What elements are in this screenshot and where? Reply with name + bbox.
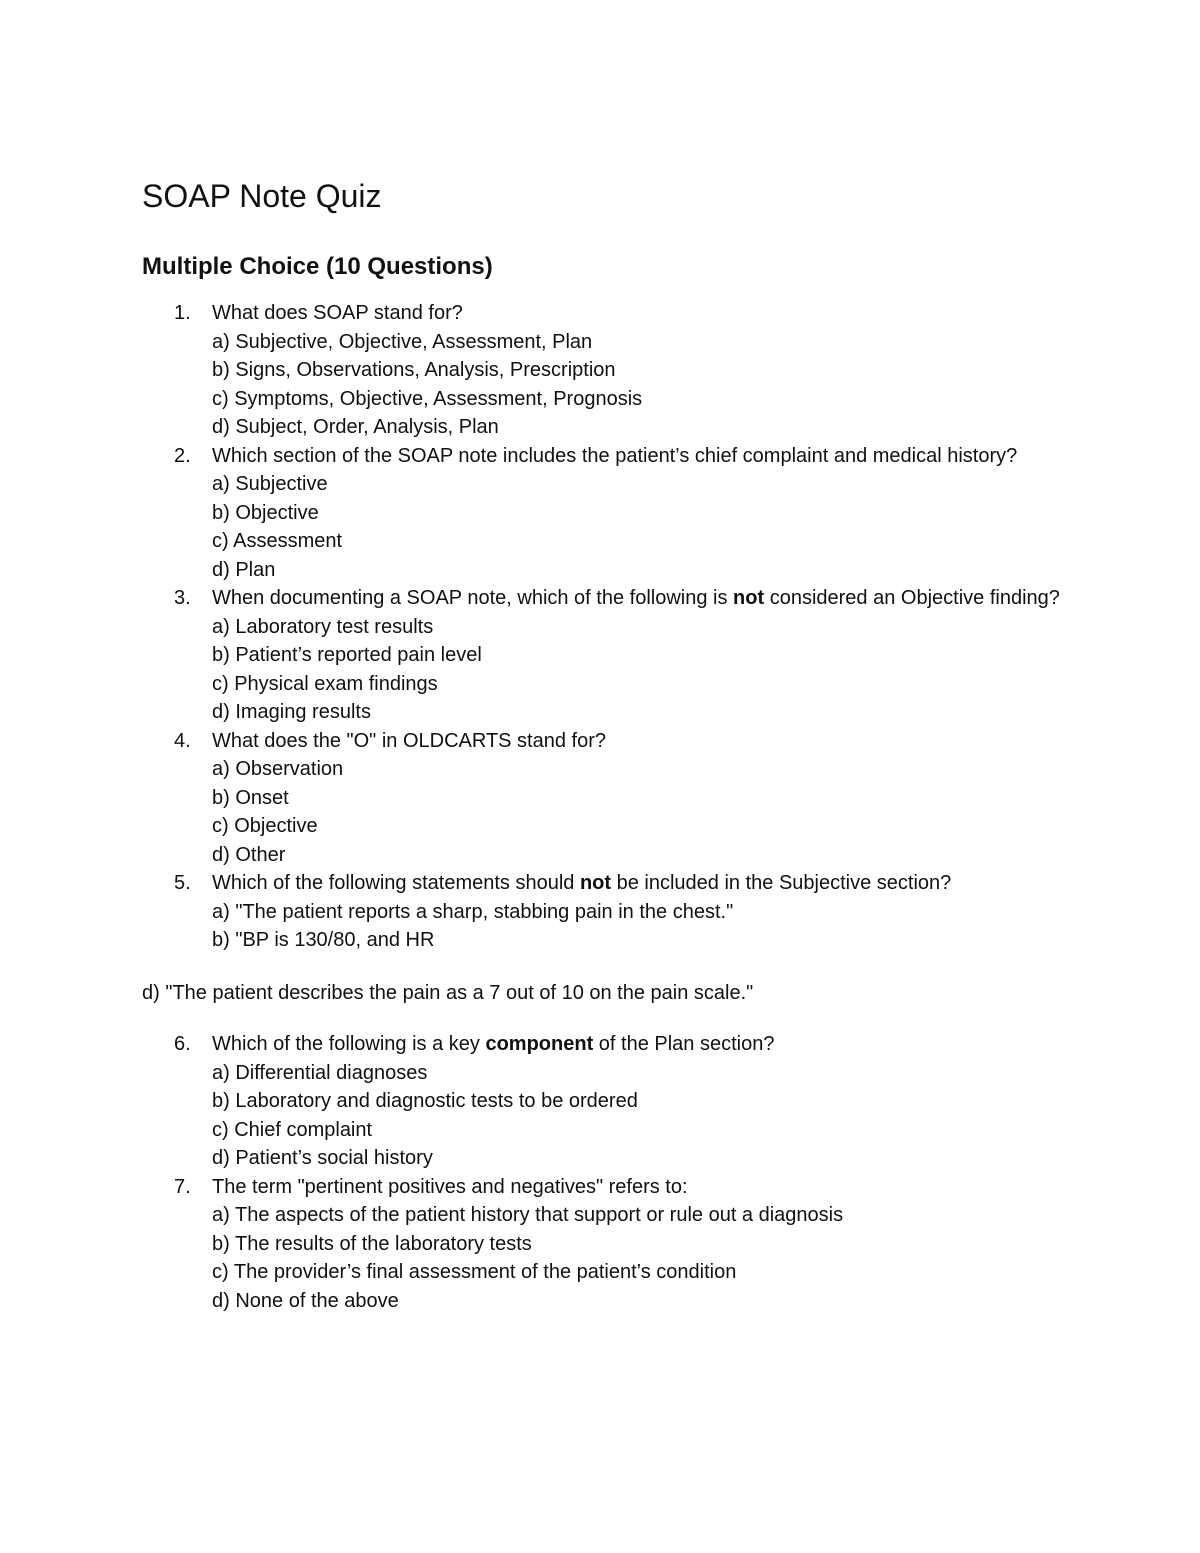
question-body: [212, 727, 1072, 870]
answer-option: a) Observation: [212, 758, 344, 780]
answer-option: a) "The patient reports a sharp, stabbing pain in the chest.": [212, 900, 734, 923]
question-text-start: Which section of the SOAP note includes the patient’s chief complaint and medical history?: [212, 444, 1018, 467]
answer-option: d) Patient’s social history: [212, 1147, 433, 1169]
question-text-start: Which of the following is a key: [212, 1033, 486, 1055]
answer-option: d) Imaging results: [212, 701, 371, 723]
question-text: [212, 1173, 1072, 1202]
question-number: 4.: [174, 729, 191, 752]
question-body: [212, 442, 1072, 585]
page-title: SOAP Note Quiz: [142, 178, 382, 214]
question-emphasis: not: [733, 587, 765, 609]
answer-option: b) "BP is 130/80, and HR: [212, 929, 435, 951]
question-number: 3.: [174, 587, 191, 609]
answer-option: b) Patient’s reported pain level: [212, 644, 482, 666]
answer-option: b) Onset: [212, 786, 289, 809]
question-text: [212, 727, 1072, 756]
answer-option: b) Objective: [212, 501, 319, 524]
question-text-start: The term "pertinent positives and negatives" refers to:: [212, 1175, 688, 1198]
question-list-part-1: [142, 299, 1072, 955]
answer-option: d) Plan: [212, 558, 276, 581]
question-number: 5.: [174, 872, 191, 894]
question-text-end: be included in the Subjective section?: [611, 872, 952, 894]
answer-option: d) Other: [212, 843, 286, 866]
question-number: 6.: [174, 1033, 191, 1055]
answer-option: d) None of the above: [212, 1289, 399, 1312]
question-item: [142, 584, 1072, 727]
question-item: [142, 442, 1072, 585]
question-number: 7.: [174, 1175, 191, 1198]
question-text: [212, 299, 1072, 328]
answer-option: a) Subjective, Objective, Assessment, Plan: [212, 330, 593, 353]
answer-option: c) Symptoms, Objective, Assessment, Prognosis: [212, 387, 643, 410]
answer-option: c) Chief complaint: [212, 1118, 373, 1141]
question-text-start: Which of the following statements should: [212, 872, 580, 894]
question-body: [212, 1030, 1072, 1173]
question-text-end: of the Plan section?: [593, 1033, 775, 1055]
question-emphasis: component: [485, 1033, 594, 1055]
question-item: [142, 1030, 1072, 1173]
answer-option: a) Subjective: [212, 473, 328, 495]
question-text-start: When documenting a SOAP note, which of the following is: [212, 587, 734, 609]
question-body: [212, 584, 1072, 727]
question-item: [142, 1173, 1072, 1316]
question-body: [212, 1173, 1072, 1316]
answer-option: a) Differential diagnoses: [212, 1061, 428, 1084]
stray-option-line: d) "The patient describes the pain as a 7 out of 10 on the pain scale.": [142, 981, 754, 1004]
question-body: [212, 299, 1072, 442]
document-body: [142, 174, 1072, 1315]
answer-option: c) Objective: [212, 815, 318, 837]
question-number: 1.: [174, 302, 191, 324]
answer-option: a) Laboratory test results: [212, 615, 434, 638]
answer-option: b) Laboratory and diagnostic tests to be ordered: [212, 1090, 638, 1112]
question-item: [142, 299, 1072, 442]
answer-option: b) Signs, Observations, Analysis, Prescription: [212, 359, 616, 381]
question-body: [212, 869, 1072, 955]
question-text-start: What does the "O" in OLDCARTS stand for?: [212, 729, 607, 752]
answer-option: c) Assessment: [212, 530, 343, 552]
question-text: [212, 1030, 1072, 1059]
question-text: [212, 869, 1072, 898]
question-text-start: What does SOAP stand for?: [212, 302, 463, 324]
question-text-end: considered an Objective finding?: [764, 587, 1060, 609]
question-item: [142, 869, 1072, 955]
answer-option: b) The results of the laboratory tests: [212, 1232, 532, 1255]
question-number: 2.: [174, 444, 191, 467]
answer-option: c) Physical exam findings: [212, 672, 438, 695]
question-list-part-2: [142, 1030, 1072, 1315]
question-text: [212, 442, 1072, 471]
answer-option: c) The provider’s final assessment of the patient’s condition: [212, 1261, 737, 1283]
question-item: [142, 727, 1072, 870]
question-text: [212, 584, 1072, 613]
answer-option: a) The aspects of the patient history that support or rule out a diagnosis: [212, 1204, 844, 1226]
answer-option: d) Subject, Order, Analysis, Plan: [212, 416, 499, 438]
section-heading: Multiple Choice (10 Questions): [142, 253, 493, 280]
question-emphasis: not: [579, 872, 612, 894]
